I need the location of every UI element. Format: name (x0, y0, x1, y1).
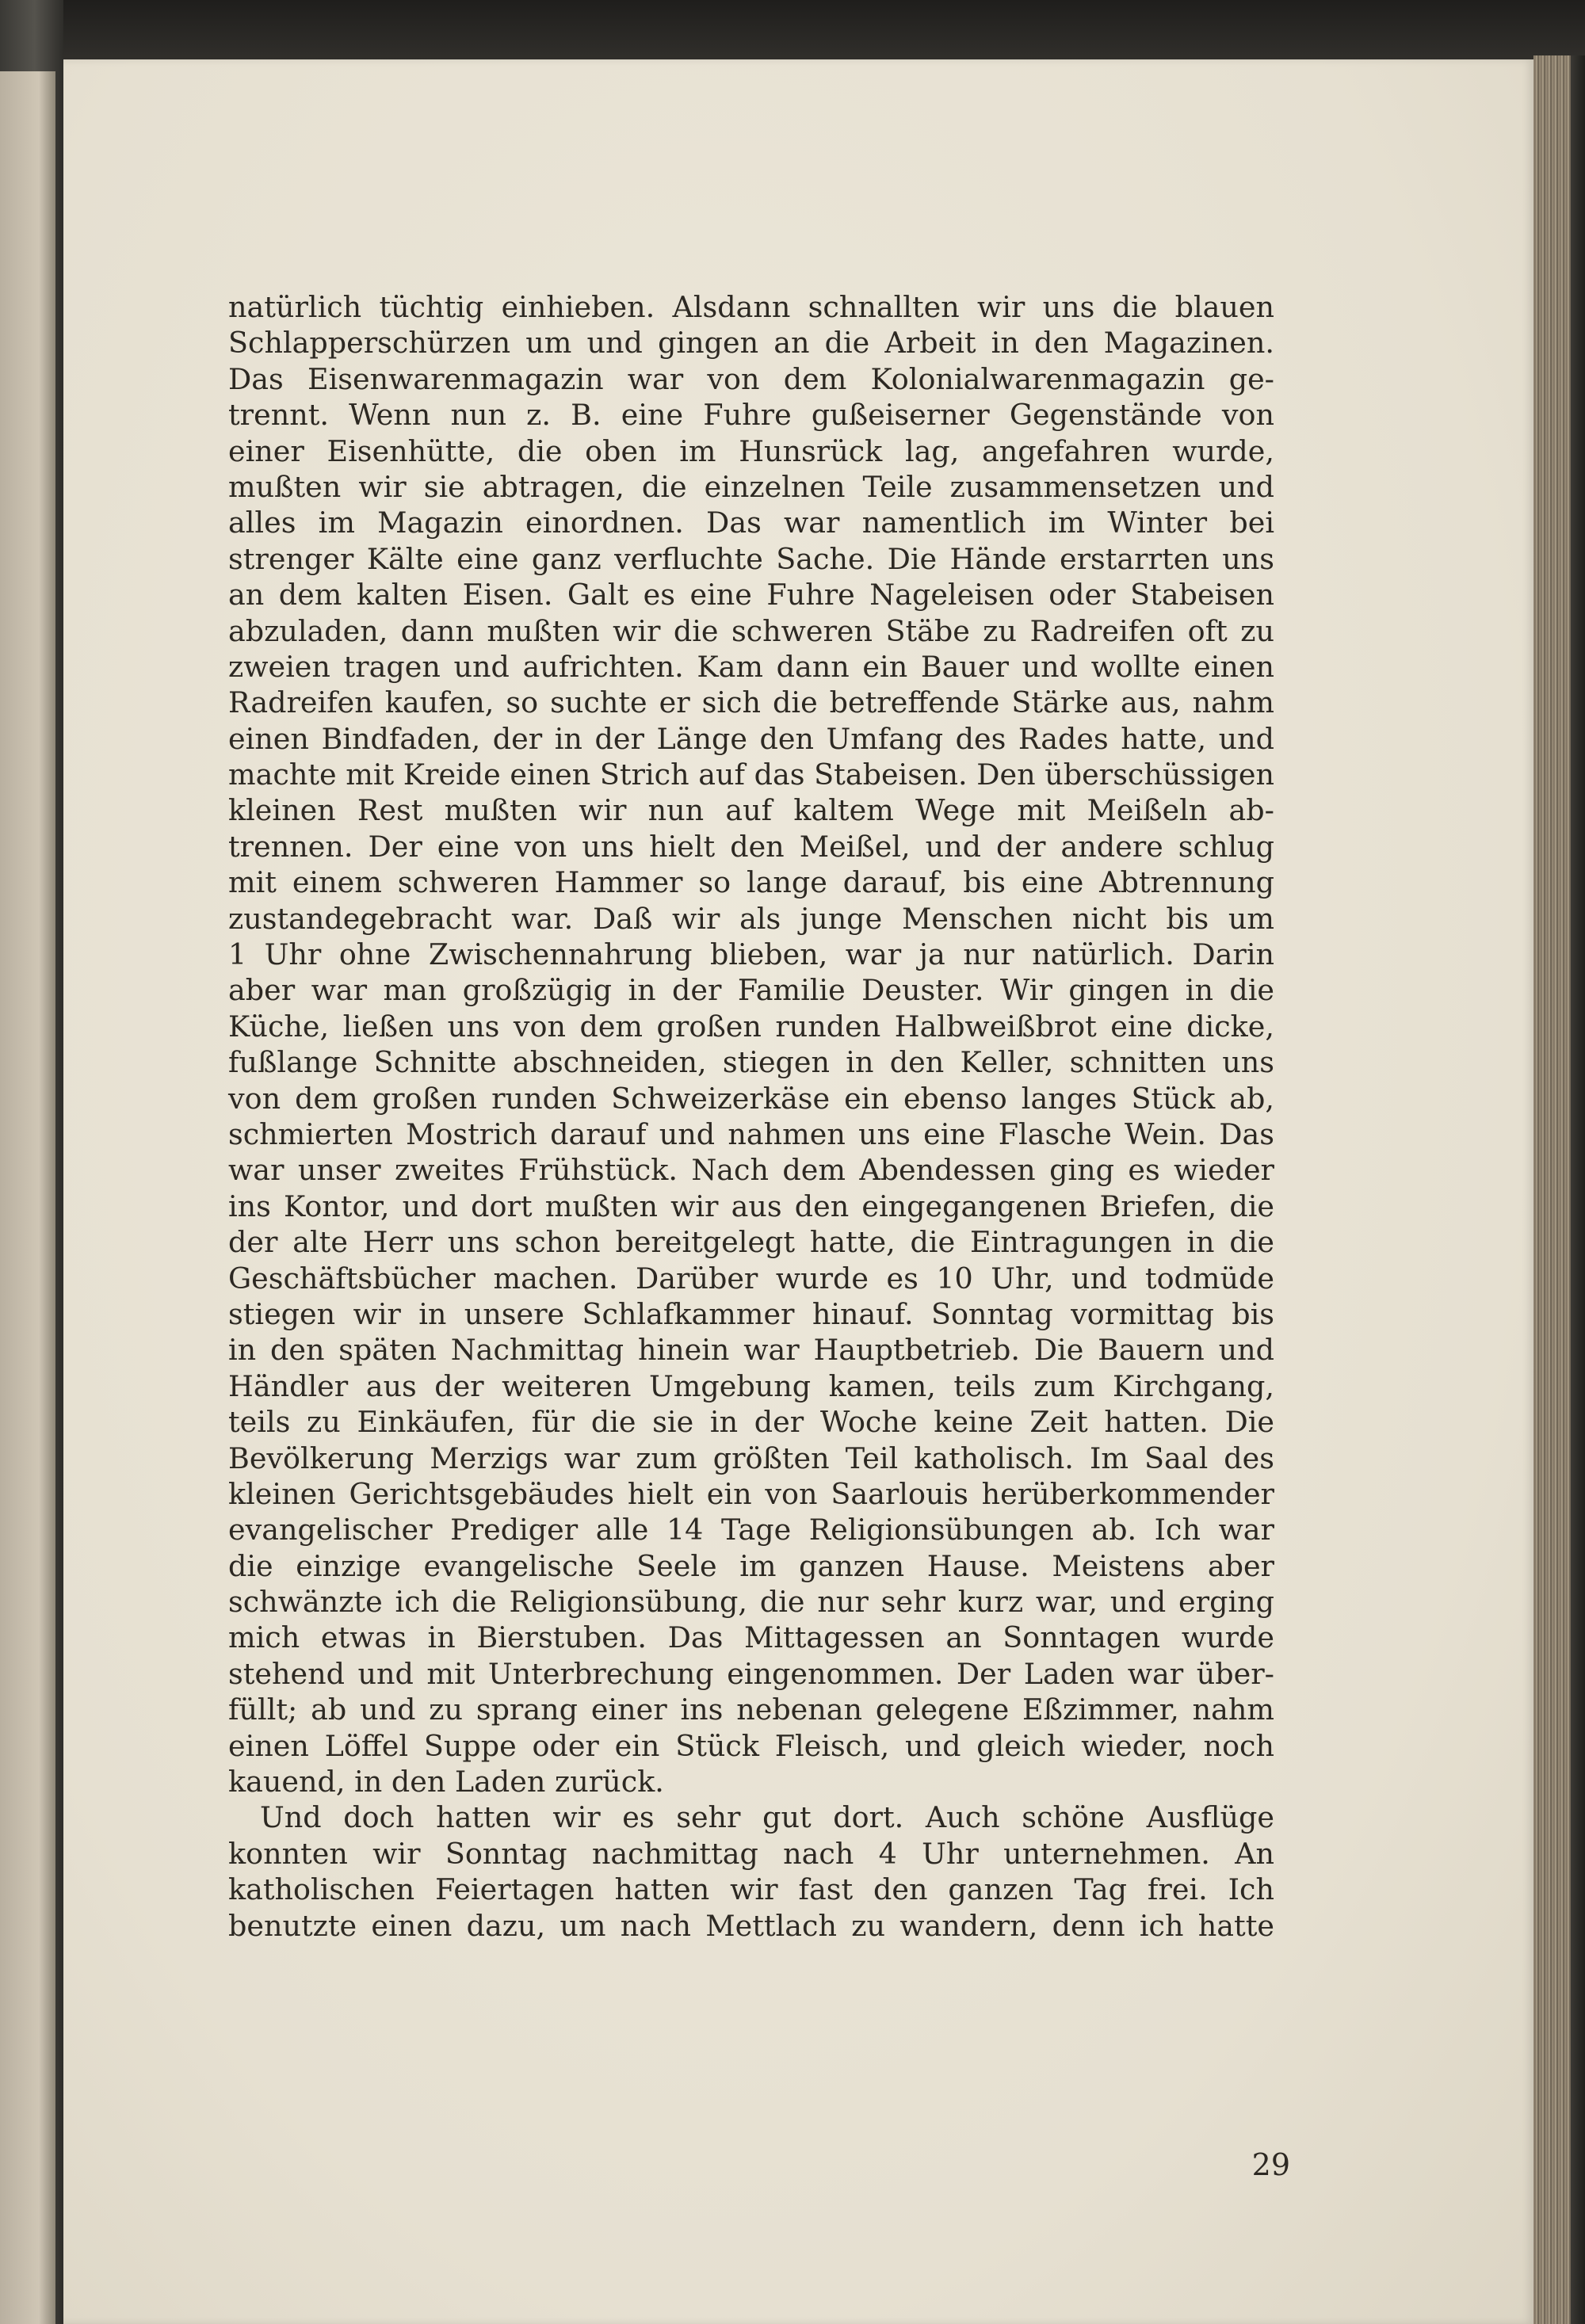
text-line: katholischen Feiertagen hatten wir fast den ganzen Tag frei. Ich (228, 1872, 1274, 1907)
text-line: Und doch hatten wir es sehr gut dort. Auch schöne Ausflüge (260, 1800, 1274, 1835)
text-line: mußten wir sie abtragen, die einzelnen Teile zusammensetzen und (228, 469, 1274, 504)
text-line: zustandegebracht war. Daß wir als junge Menschen nicht bis um (228, 901, 1274, 936)
text-line: einer Eisenhütte, die oben im Hunsrück lag, angefahren wurde, (228, 433, 1274, 468)
text-line: in den späten Nachmittag hinein war Hauptbetrieb. Die Bauern und (228, 1333, 1274, 1368)
text-line: mit einem schweren Hammer so lange darauf, bis eine Abtrennung (228, 865, 1274, 900)
text-line: kleinen Rest mußten wir nun auf kaltem Wege mit Meißeln ab- (228, 793, 1274, 828)
body-text (228, 289, 1274, 1944)
text-line: war unser zweites Frühstück. Nach dem Abendessen ging es wieder (228, 1153, 1274, 1188)
text-line: strenger Kälte eine ganz verfluchte Sache. Die Hände erstarrten uns (228, 541, 1274, 576)
text-line: mich etwas in Bierstuben. Das Mittagessen an Sonntagen wurde (228, 1620, 1274, 1655)
text-line: konnten wir Sonntag nachmittag nach 4 Uhr unternehmen. An (228, 1836, 1274, 1871)
previous-page-edge (0, 71, 55, 2324)
text-line: benutzte einen dazu, um nach Mettlach zu wandern, denn ich hatte (228, 1908, 1274, 1943)
text-line: Schlapperschürzen um und gingen an die Arbeit in den Magazinen. (228, 326, 1274, 361)
text-line: die einzige evangelische Seele im ganzen Hause. Meistens aber (228, 1548, 1274, 1583)
text-line: ins Kontor, und dort mußten wir aus den eingegangenen Briefen, die (228, 1189, 1274, 1223)
text-line: kauend, in den Laden zurück. (228, 1765, 664, 1799)
text-line: teils zu Einkäufen, für die sie in der Woche keine Zeit hatten. Die (228, 1405, 1274, 1440)
text-line: trennen. Der eine von uns hielt den Meißel, und der andere schlug (228, 829, 1274, 864)
text-line: alles im Magazin einordnen. Das war namentlich im Winter bei (228, 506, 1274, 540)
text-line: natürlich tüchtig einhieben. Alsdann schnallten wir uns die blauen (228, 290, 1274, 324)
text-line: schmierten Mostrich darauf und nahmen uns eine Flasche Wein. Das (228, 1116, 1274, 1151)
text-line: Radreifen kaufen, so suchte er sich die betreffende Stärke aus, nahm (228, 685, 1274, 720)
text-line: einen Bindfaden, der in der Länge den Umfang des Rades hatte, und (228, 721, 1274, 756)
text-line: aber war man großzügig in der Familie Deuster. Wir gingen in die (228, 973, 1274, 1008)
text-line: füllt; ab und zu sprang einer ins nebenan gelegene Eßzimmer, nahm (228, 1692, 1274, 1727)
text-line: der alte Herr uns schon bereitgelegt hatte, die Eintragungen in die (228, 1225, 1274, 1260)
text-line: Küche, ließen uns von dem großen runden Halbweißbrot eine dicke, (228, 1009, 1274, 1044)
page-number: 29 (1251, 2147, 1290, 2182)
text-line: stehend und mit Unterbrechung eingenommen. Der Laden war über- (228, 1656, 1274, 1691)
text-line: fußlange Schnitte abschneiden, stiegen in den Keller, schnitten uns (228, 1045, 1274, 1080)
text-line: Das Eisenwarenmagazin war von dem Kolonialwarenmagazin ge- (228, 361, 1274, 396)
text-line: kleinen Gerichtsgebäudes hielt ein von Saarlouis herüberkommender (228, 1476, 1274, 1511)
text-line: Bevölkerung Merzigs war zum größten Teil katholisch. Im Saal des (228, 1441, 1274, 1475)
text-line: schwänzte ich die Religionsübung, die nur sehr kurz war, und erging (228, 1585, 1274, 1620)
text-line: abzuladen, dann mußten wir die schweren Stäbe zu Radreifen oft zu (228, 613, 1274, 648)
book-page-edges (1533, 55, 1585, 2324)
text-line: Händler aus der weiteren Umgebung kamen, teils zum Kirchgang, (228, 1368, 1274, 1403)
text-line: machte mit Kreide einen Strich auf das Stabeisen. Den überschüssigen (228, 757, 1274, 792)
text-line: zweien tragen und aufrichten. Kam dann ein Bauer und wollte einen (228, 649, 1274, 684)
text-line: einen Löffel Suppe oder ein Stück Fleisch, und gleich wieder, noch (228, 1728, 1274, 1763)
text-line: trennt. Wenn nun z. B. eine Fuhre gußeiserner Gegenstände von (228, 398, 1274, 433)
text-line: 1 Uhr ohne Zwischennahrung blieben, war ja nur natürlich. Darin (228, 937, 1274, 972)
text-line: an dem kalten Eisen. Galt es eine Fuhre Nageleisen oder Stabeisen (228, 578, 1274, 612)
text-line: Geschäftsbücher machen. Darüber wurde es 10 Uhr, und todmüde (228, 1261, 1274, 1296)
text-line: stiegen wir in unsere Schlafkammer hinauf. Sonntag vormittag bis (228, 1296, 1274, 1331)
text-line: evangelischer Prediger alle 14 Tage Religionsübungen ab. Ich war (228, 1513, 1274, 1547)
text-line: von dem großen runden Schweizerkäse ein ebenso langes Stück ab, (228, 1081, 1274, 1116)
